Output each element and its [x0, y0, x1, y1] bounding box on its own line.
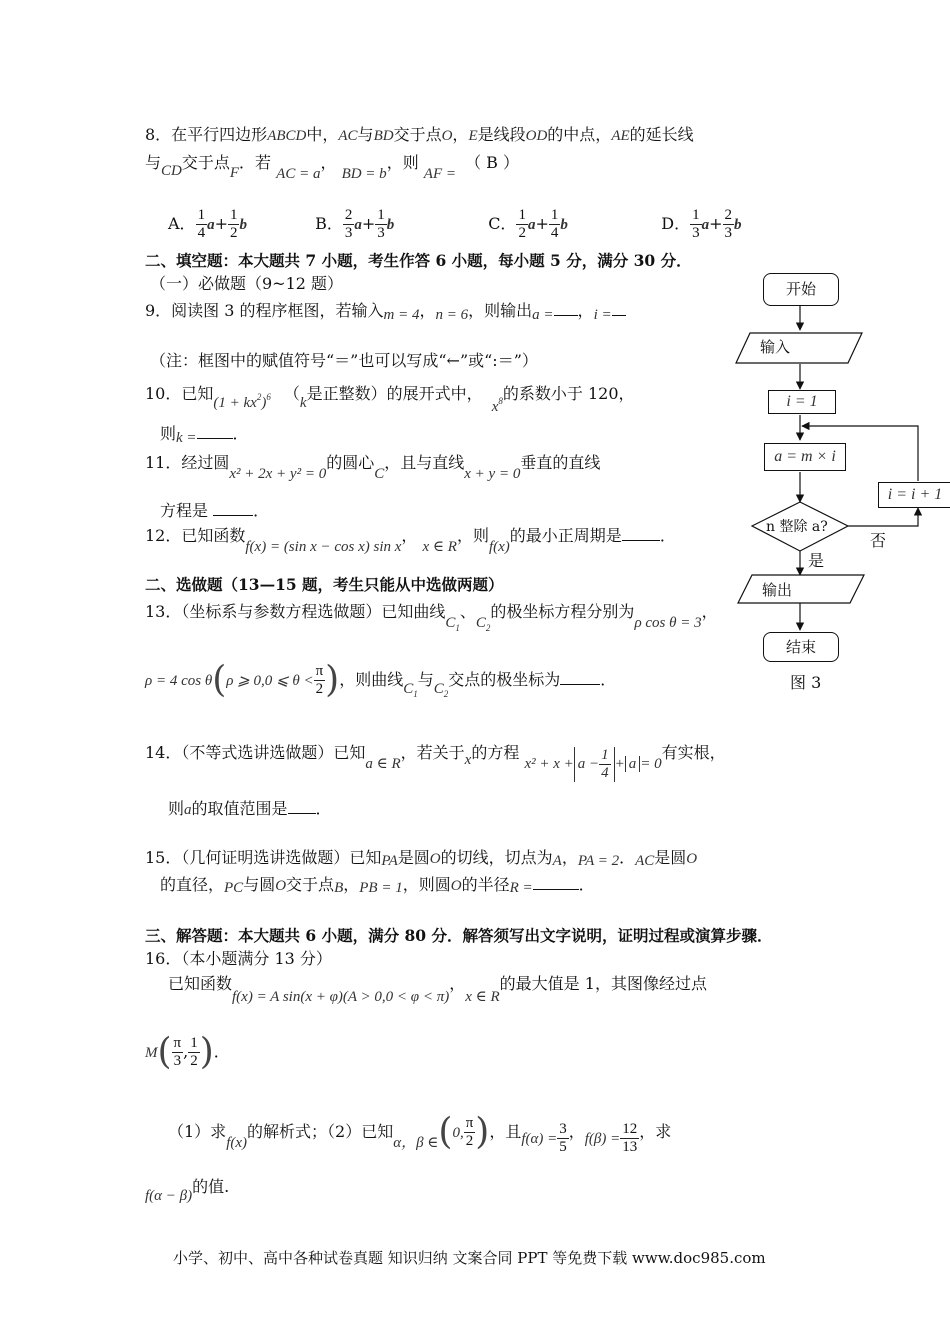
section3-title: 三、解答题：本大题共 6 小题，满分 80 分．解答须写出文字说明，证明过程或演算步骤．	[145, 926, 773, 945]
q16-line2: M( $\frac{\pi}{3}$ , $\frac{1}{2}$ )．	[145, 1031, 230, 1073]
flow-yes-label: 是	[808, 551, 825, 570]
q11-line2: 方程是 ．	[160, 501, 270, 520]
q13-line1: 13．（坐标系与参数方程选做题）已知曲线$C_1$、$C_2$的极坐标方程分别为ρ cos θ = 3，	[145, 602, 718, 633]
q14-line1: 14．（不等式选讲选做题）已知a ∈ R，若关于x的方程 x² + x + a − $\frac{1}{4}$ + a = 0有实根，	[145, 742, 726, 781]
flow-init: i = 1	[768, 390, 836, 414]
flow-no-label: 否	[870, 531, 887, 550]
q16-line4: f(α − β)的值.	[145, 1177, 230, 1204]
q16-line1: 已知函数f(x) = A sin(x + φ)(A > 0,0 < φ < π)，x ∈ R的最大值是 1，其图像经过点	[168, 974, 707, 1005]
flow-start: 开始	[763, 273, 839, 306]
option-d: D． $\frac{1}{3}$ a+ $\frac{2}{3}$ b	[661, 207, 742, 241]
sub2-title: 二、选做题（13—15 题，考生只能从中选做两题）	[145, 575, 504, 594]
q11-line1: 11．经过圆x² + 2x + y² = 0的圆心C，且与直线x + y = 0垂直的直线	[145, 453, 601, 482]
q9-line1: 9．阅读图 3 的程序框图，若输入m = 4，n = 6，则输出a = ，i =	[145, 300, 626, 323]
section2-title: 二、填空题：本大题共 7 小题，考生作答 6 小题，每小题 5 分，满分 30 分．	[145, 251, 692, 270]
option-b: B． $\frac{2}{3}$ a+ $\frac{1}{3}$ b	[315, 207, 395, 241]
flow-decision: n 整除 a?	[766, 519, 828, 535]
q15-line2: 的直径，PC与圆O交于点B，PB = 1，则圆O的半径R = ．	[160, 875, 595, 896]
q16-head: 16．（本小题满分 13 分）	[145, 949, 332, 968]
q12-line: 12．已知函数f(x) = (sin x − cos x) sin x， x ∈ R，则f(x)的最小正周期是 ．	[145, 526, 676, 555]
q10-line2: 则k = ．	[160, 424, 249, 446]
q14-line2: 则a的取值范围是 ．	[168, 799, 332, 818]
q15-line1: 15．（几何证明选讲选做题）已知PA是圆O的切线，切点为A，PA = 2．AC是圆O	[145, 848, 698, 869]
q16-line3: （1）求f(x)的解析式；（2）已知α，β ∈(0, $\frac{\pi}{2}$ )，且f(α) = $\frac{3}{5}$ ，f(β) = $\frac{12}{13}$ ，求	[168, 1111, 672, 1155]
q10-line1: 10．已知$(1 + kx^2)^6$ （k是正整数）的展开式中， $x^8$的系数小于 120，	[145, 384, 635, 415]
flow-output: 输出	[762, 581, 793, 599]
flow-end: 结束	[763, 632, 839, 662]
q8-line1: 8．在平行四边形ABCD中，AC与BD交于点O，E是线段OD的中点，AE的延长线	[145, 125, 694, 144]
figure-caption: 图 3	[790, 673, 822, 692]
flow-incr: i = i + 1	[878, 482, 950, 508]
page-footer: 小学、初中、高中各种试卷真题 知识归纳 文案合同 PPT 等免费下载 www.doc985.com	[173, 1249, 766, 1267]
q9-note: （注：框图中的赋值符号“＝”也可以写成“←”或“:＝”）	[150, 351, 538, 370]
option-a: A． $\frac{1}{4}$ a+ $\frac{1}{2}$ b	[168, 207, 247, 241]
flow-assign: a = m × i	[764, 443, 846, 471]
flow-input: 输入	[760, 338, 791, 356]
option-c: C． $\frac{1}{2}$ a+ $\frac{1}{4}$ b	[488, 207, 568, 241]
q13-line2: ρ = 4 cos θ(ρ ⩾ 0,0 ⩽ θ < $\frac{\pi}{2}$ )，则曲线$C_1$与$C_2$交点的极坐标为 ．	[145, 659, 617, 701]
sub1-title: （一）必做题（9~12 题）	[150, 274, 344, 293]
q8-line2: 与CD交于点F．若 AC = a， BD = b，则 AF = （ B ）	[145, 153, 520, 182]
